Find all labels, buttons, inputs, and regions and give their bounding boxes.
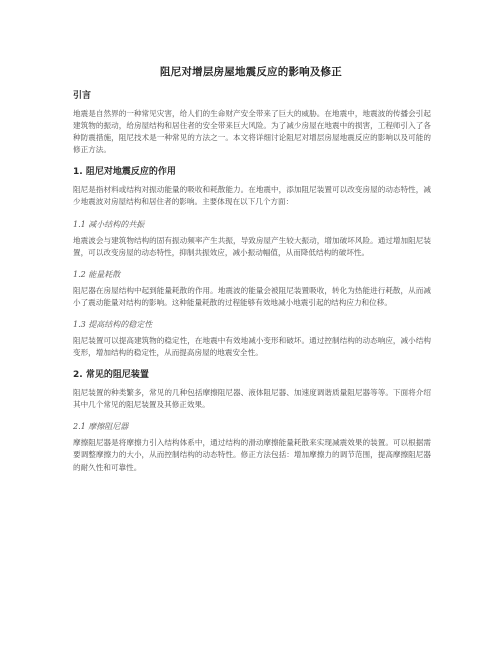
section-1-heading: 1. 阻尼对地震反应的作用 xyxy=(73,167,176,178)
section-2-paragraph: 阻尼装置的种类繁多，常见的几种包括摩擦阻尼器、液体阻尼器、加速度调谐质量阻尼器等等。下面将介绍其中几个常见的阻尼装置及其修正效果。 xyxy=(73,388,431,410)
subsection-2-1-heading: 2.1 摩擦阻尼器 xyxy=(73,422,129,432)
subsection-2-1-paragraph: 摩擦阻尼器是将摩擦力引入结构体系中，通过结构的滑动摩擦能量耗散来实现减震效果的装置。可以根据需要调整摩擦力的大小，从而控制结构的动态特性。修正方法包括：增加摩擦力的调节范围，提高摩擦阻尼器的耐久性和可靠性。 xyxy=(73,438,431,472)
intro-heading: 引言 xyxy=(73,91,92,101)
subsection-1-2-heading: 1.2 能量耗散 xyxy=(73,269,121,279)
subsection-1-2-paragraph: 阻尼器在房屋结构中起到能量耗散的作用。地震波的能量会被阻尼装置吸收，转化为热能进行耗散，从而减小了震动能量对结构的影响。这种能量耗散的过程能够有效地减小地震引起的结构应力和位移。 xyxy=(73,285,431,307)
section-1-paragraph: 阻尼是指材料或结构对振动能量的吸收和耗散能力。在地震中，添加阻尼装置可以改变房屋的动态特性，减少地震波对房屋结构和居住者的影响。主要体现在以下几个方面： xyxy=(73,185,431,207)
subsection-1-1-heading: 1.1 减小结构的共振 xyxy=(73,219,145,229)
section-2-heading: 2. 常见的阻尼装置 xyxy=(73,370,149,381)
subsection-1-3-heading: 1.3 提高结构的稳定性 xyxy=(73,319,153,329)
document-body xyxy=(73,90,431,484)
subsection-1-3-paragraph: 阻尼装置可以提高建筑物的稳定性，在地震中有效地减小变形和破坏。通过控制结构的动态响应，减小结构变形，增加结构的稳定性，从而提高房屋的地震安全性。 xyxy=(73,335,431,358)
document-title: 阻尼对增层房屋地震反应的影响及修正 xyxy=(160,66,342,78)
subsection-1-1-paragraph: 地震波会与建筑物结构的固有振动频率产生共振，导致房屋产生较大振动，增加破坏风险。通过增加阻尼装置，可以改变房屋的动态特性，抑制共振效应，减小振动幅值，从而降低结构的破坏性。 xyxy=(73,235,431,257)
intro-paragraph: 地震是自然界的一种常见灾害，给人们的生命财产安全带来了巨大的威胁。在地震中，地震波的传播会引起建筑物的振动，给房屋结构和居住者的安全带来巨大风险。为了减少房屋在地震中的损害，工程师引入了各种防震措施，阻尼技术是一种常见的方法之一。本文将详细讨论阻尼对增层房屋地震反应的影响以及可能的修正方法。 xyxy=(73,109,431,155)
